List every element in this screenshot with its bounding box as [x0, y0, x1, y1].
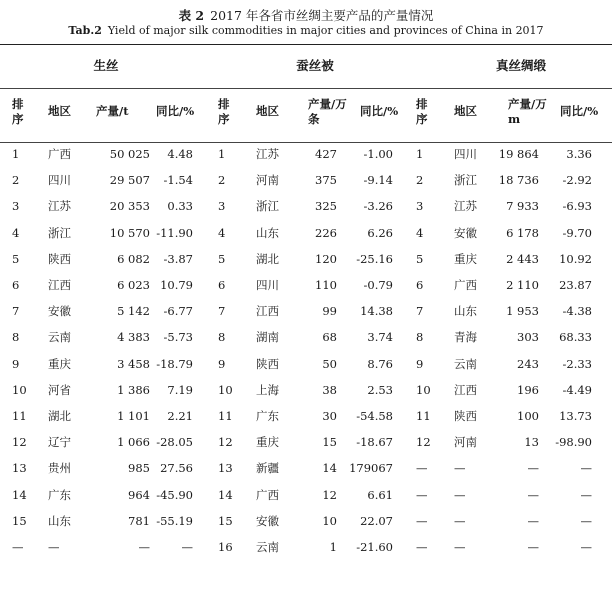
cell-output: 1 386	[117, 382, 150, 397]
header-yoy: 同比/%	[156, 104, 195, 118]
cell-region: 新疆	[256, 461, 279, 476]
cell-yoy: 23.87	[559, 278, 592, 292]
cell-yoy: 6.61	[367, 487, 393, 502]
cell-rank: 1	[12, 147, 20, 161]
cell-rank: 4	[416, 225, 424, 240]
cell-region: 陕西	[454, 409, 477, 423]
cell-output: 6 082	[117, 251, 150, 266]
cell-region: 浙江	[454, 173, 477, 188]
cell-yoy: 2.53	[367, 382, 393, 397]
cell-yoy: 8.76	[367, 356, 393, 371]
cell-rank: 5	[12, 251, 20, 266]
cell-region: 广西	[256, 487, 279, 502]
cell-output: 3 458	[117, 356, 150, 371]
cell-rank: 7	[218, 304, 226, 319]
cell-yoy: -9.70	[562, 225, 592, 240]
cell-rank: 10	[218, 382, 233, 397]
cell-region: 广西	[454, 278, 477, 292]
cell-rank: 13	[12, 461, 27, 476]
cell-output: 14	[322, 461, 337, 476]
cell-output: 19 864	[498, 147, 539, 161]
cell-rank: 4	[12, 225, 20, 240]
cell-region: 河省	[48, 382, 71, 397]
cell-output: 375	[315, 173, 337, 188]
cell-region: 陕西	[256, 356, 279, 371]
cell-region: 重庆	[256, 435, 279, 450]
table-caption-en	[0, 24, 612, 37]
cell-yoy: -6.93	[562, 199, 592, 214]
cell-output: 781	[128, 513, 150, 528]
cell-yoy: —	[580, 461, 592, 476]
header-rank: 排序	[218, 97, 230, 126]
cell-rank: 4	[218, 225, 226, 240]
cell-yoy: -4.38	[562, 304, 592, 319]
cell-region: 河南	[454, 435, 477, 450]
cell-yoy: 27.56	[160, 461, 193, 476]
cell-output: 29 507	[109, 173, 150, 188]
cell-yoy: -1.00	[363, 147, 393, 161]
cell-output: 68	[322, 330, 337, 345]
cell-output: 5 142	[117, 304, 150, 319]
cell-output: 7 933	[506, 199, 539, 214]
group-title: 蚕丝被	[296, 58, 334, 73]
cell-rank: 8	[12, 330, 20, 345]
cell-rank: 2	[12, 173, 20, 188]
column-header-rule	[0, 142, 612, 143]
cell-yoy: —	[181, 540, 193, 554]
cell-yoy: 2.21	[167, 409, 193, 423]
cell-output: 2 110	[506, 278, 539, 292]
cell-yoy: 13.73	[559, 409, 592, 423]
cell-yoy: 6.26	[367, 225, 393, 240]
cell-rank: 3	[416, 199, 424, 214]
cell-output: 50 025	[109, 147, 150, 161]
cell-rank: 9	[416, 356, 424, 371]
cell-output: 1	[329, 540, 337, 554]
cell-output: 985	[128, 461, 150, 476]
group-title: 生丝	[93, 58, 119, 73]
top-rule	[0, 44, 612, 45]
cell-output: —	[527, 540, 539, 554]
cell-yoy: 7.19	[167, 382, 193, 397]
header-yoy: 同比/%	[560, 104, 599, 118]
cell-region: —	[454, 461, 466, 476]
cell-rank: 5	[416, 251, 424, 266]
cell-output: 10	[322, 513, 337, 528]
cell-output: 110	[315, 278, 337, 292]
cell-yoy: -2.92	[562, 173, 592, 188]
cell-region: 四川	[454, 147, 477, 161]
cell-rank: 8	[416, 330, 424, 345]
group-header-rule	[0, 88, 612, 89]
cell-rank: 12	[218, 435, 233, 450]
cell-output: 1 101	[117, 409, 150, 423]
header-output: 产量/万 m	[508, 97, 547, 126]
cell-region: 江苏	[256, 147, 279, 161]
cell-rank: 13	[218, 461, 233, 476]
cell-output: —	[138, 540, 150, 554]
cell-output: 12	[322, 487, 337, 502]
cell-rank: —	[416, 513, 428, 528]
cell-rank: 1	[416, 147, 424, 161]
cell-output: 10 570	[109, 225, 150, 240]
cell-rank: 5	[218, 251, 226, 266]
cell-region: 广东	[48, 487, 71, 502]
table-title-en: Yield of major silk commodities in major cities and provinces of China in 2017	[107, 24, 544, 37]
header-rank: 排序	[12, 97, 24, 126]
cell-region: 青海	[454, 330, 477, 345]
cell-rank: 2	[218, 173, 226, 188]
cell-region: 浙江	[48, 225, 71, 240]
cell-rank: 2	[416, 173, 424, 188]
cell-output: 303	[517, 330, 539, 345]
cell-rank: 11	[12, 409, 27, 423]
cell-yoy: -18.79	[156, 356, 193, 371]
cell-output: 964	[128, 487, 150, 502]
header-region: 地区	[48, 104, 71, 118]
cell-rank: 6	[218, 278, 226, 292]
cell-region: 山东	[48, 513, 71, 528]
cell-output: 120	[315, 251, 337, 266]
cell-rank: 6	[12, 278, 20, 292]
cell-output: 1 066	[117, 435, 150, 450]
cell-region: 江苏	[454, 199, 477, 214]
cell-rank: 10	[416, 382, 431, 397]
cell-rank: 3	[12, 199, 20, 214]
cell-rank: 7	[12, 304, 20, 319]
cell-region: 四川	[48, 173, 71, 188]
cell-yoy: -18.67	[356, 435, 393, 450]
cell-output: 50	[322, 356, 337, 371]
cell-yoy: -21.60	[356, 540, 393, 554]
cell-yoy: -3.26	[363, 199, 393, 214]
cell-yoy: 22.07	[360, 513, 393, 528]
cell-region: 广西	[48, 147, 71, 161]
cell-output: 1 953	[506, 304, 539, 319]
cell-rank: —	[12, 540, 24, 554]
header-rank: 排序	[416, 97, 428, 126]
cell-region: 陕西	[48, 251, 71, 266]
cell-rank: 6	[416, 278, 424, 292]
cell-region: 云南	[48, 330, 71, 345]
cell-output: 6 023	[117, 278, 150, 292]
cell-region: 浙江	[256, 199, 279, 214]
cell-yoy: —	[580, 487, 592, 502]
cell-yoy: 0.33	[167, 199, 193, 214]
header-output: 产量/t	[96, 104, 129, 118]
cell-yoy: -25.16	[356, 251, 393, 266]
cell-yoy: 68.33	[559, 330, 592, 345]
cell-rank: 12	[416, 435, 431, 450]
cell-yoy: -45.90	[156, 487, 193, 502]
header-output: 产量/万条	[308, 97, 347, 126]
cell-region: 安徽	[256, 513, 279, 528]
cell-output: 100	[517, 409, 539, 423]
cell-output: 20 353	[109, 199, 150, 214]
cell-output: 6 178	[506, 225, 539, 240]
cell-output: —	[527, 513, 539, 528]
cell-region: 辽宁	[48, 435, 71, 450]
cell-output: 13	[524, 435, 539, 450]
cell-output: 99	[322, 304, 337, 319]
cell-rank: 11	[218, 409, 233, 423]
cell-yoy: -3.87	[163, 251, 193, 266]
cell-yoy: -0.79	[363, 278, 393, 292]
cell-region: 河南	[256, 173, 279, 188]
cell-output: —	[527, 461, 539, 476]
cell-yoy: -4.49	[562, 382, 592, 397]
cell-output: 30	[322, 409, 337, 423]
cell-output: 196	[517, 382, 539, 397]
cell-rank: —	[416, 487, 428, 502]
cell-region: —	[454, 513, 466, 528]
cell-output: 427	[315, 147, 337, 161]
cell-yoy: 179067	[349, 461, 393, 476]
cell-region: 山东	[256, 225, 279, 240]
group-title: 真丝绸缎	[495, 58, 546, 73]
table-label-cn: 表 2	[178, 8, 205, 23]
cell-rank: 15	[218, 513, 233, 528]
cell-yoy: 10.79	[160, 278, 193, 292]
table-caption-cn	[0, 6, 612, 24]
cell-rank: 1	[218, 147, 226, 161]
cell-region: 贵州	[48, 461, 71, 476]
cell-region: 重庆	[48, 356, 71, 371]
cell-output: 4 383	[117, 330, 150, 345]
header-yoy: 同比/%	[360, 104, 399, 118]
cell-region: 云南	[256, 540, 279, 554]
cell-region: 广东	[256, 409, 279, 423]
cell-yoy: -11.90	[156, 225, 193, 240]
cell-yoy: -55.19	[156, 513, 193, 528]
cell-region: —	[454, 487, 466, 502]
cell-region: 湖北	[256, 251, 279, 266]
cell-yoy: —	[580, 513, 592, 528]
cell-region: 上海	[256, 382, 279, 397]
cell-yoy: -54.58	[356, 409, 393, 423]
cell-rank: 3	[218, 199, 226, 214]
table-title-cn: 2017 年各省市丝绸主要产品的产量情况	[210, 8, 434, 23]
header-region: 地区	[256, 104, 279, 118]
cell-region: 安徽	[454, 225, 477, 240]
cell-output: 226	[315, 225, 337, 240]
cell-rank: 14	[12, 487, 27, 502]
cell-rank: 10	[12, 382, 27, 397]
cell-rank: 9	[218, 356, 226, 371]
cell-yoy: -98.90	[555, 435, 592, 450]
cell-region: 云南	[454, 356, 477, 371]
cell-region: 安徽	[48, 304, 71, 319]
cell-output: 38	[322, 382, 337, 397]
cell-region: 江西	[48, 278, 71, 292]
cell-rank: 7	[416, 304, 424, 319]
cell-rank: —	[416, 461, 428, 476]
cell-rank: 12	[12, 435, 27, 450]
cell-yoy: -2.33	[562, 356, 592, 371]
cell-region: 重庆	[454, 251, 477, 266]
cell-yoy: 4.48	[167, 147, 193, 161]
cell-region: 江西	[454, 382, 477, 397]
cell-yoy: —	[580, 540, 592, 554]
cell-yoy: -1.54	[163, 173, 193, 188]
cell-region: —	[454, 540, 466, 554]
table-label-en: Tab.2	[68, 24, 102, 37]
cell-region: 山东	[454, 304, 477, 319]
header-region: 地区	[454, 104, 477, 118]
cell-yoy: 3.36	[566, 147, 592, 161]
cell-output: 18 736	[498, 173, 539, 188]
cell-output: —	[527, 487, 539, 502]
cell-rank: 9	[12, 356, 20, 371]
cell-yoy: 14.38	[360, 304, 393, 319]
cell-region: 湖南	[256, 330, 279, 345]
cell-region: 四川	[256, 278, 279, 292]
cell-yoy: -28.05	[156, 435, 193, 450]
cell-region: —	[48, 540, 60, 554]
cell-rank: 14	[218, 487, 233, 502]
cell-output: 15	[322, 435, 337, 450]
cell-output: 2 443	[506, 251, 539, 266]
cell-region: 江西	[256, 304, 279, 319]
cell-output: 243	[517, 356, 539, 371]
cell-rank: 15	[12, 513, 27, 528]
cell-output: 325	[315, 199, 337, 214]
cell-region: 湖北	[48, 409, 71, 423]
cell-rank: —	[416, 540, 428, 554]
cell-rank: 16	[218, 540, 233, 554]
cell-yoy: 10.92	[559, 251, 592, 266]
cell-yoy: -5.73	[163, 330, 193, 345]
cell-rank: 8	[218, 330, 226, 345]
cell-rank: 11	[416, 409, 431, 423]
cell-yoy: 3.74	[367, 330, 393, 345]
cell-region: 江苏	[48, 199, 71, 214]
cell-yoy: -6.77	[163, 304, 193, 319]
cell-yoy: -9.14	[363, 173, 393, 188]
